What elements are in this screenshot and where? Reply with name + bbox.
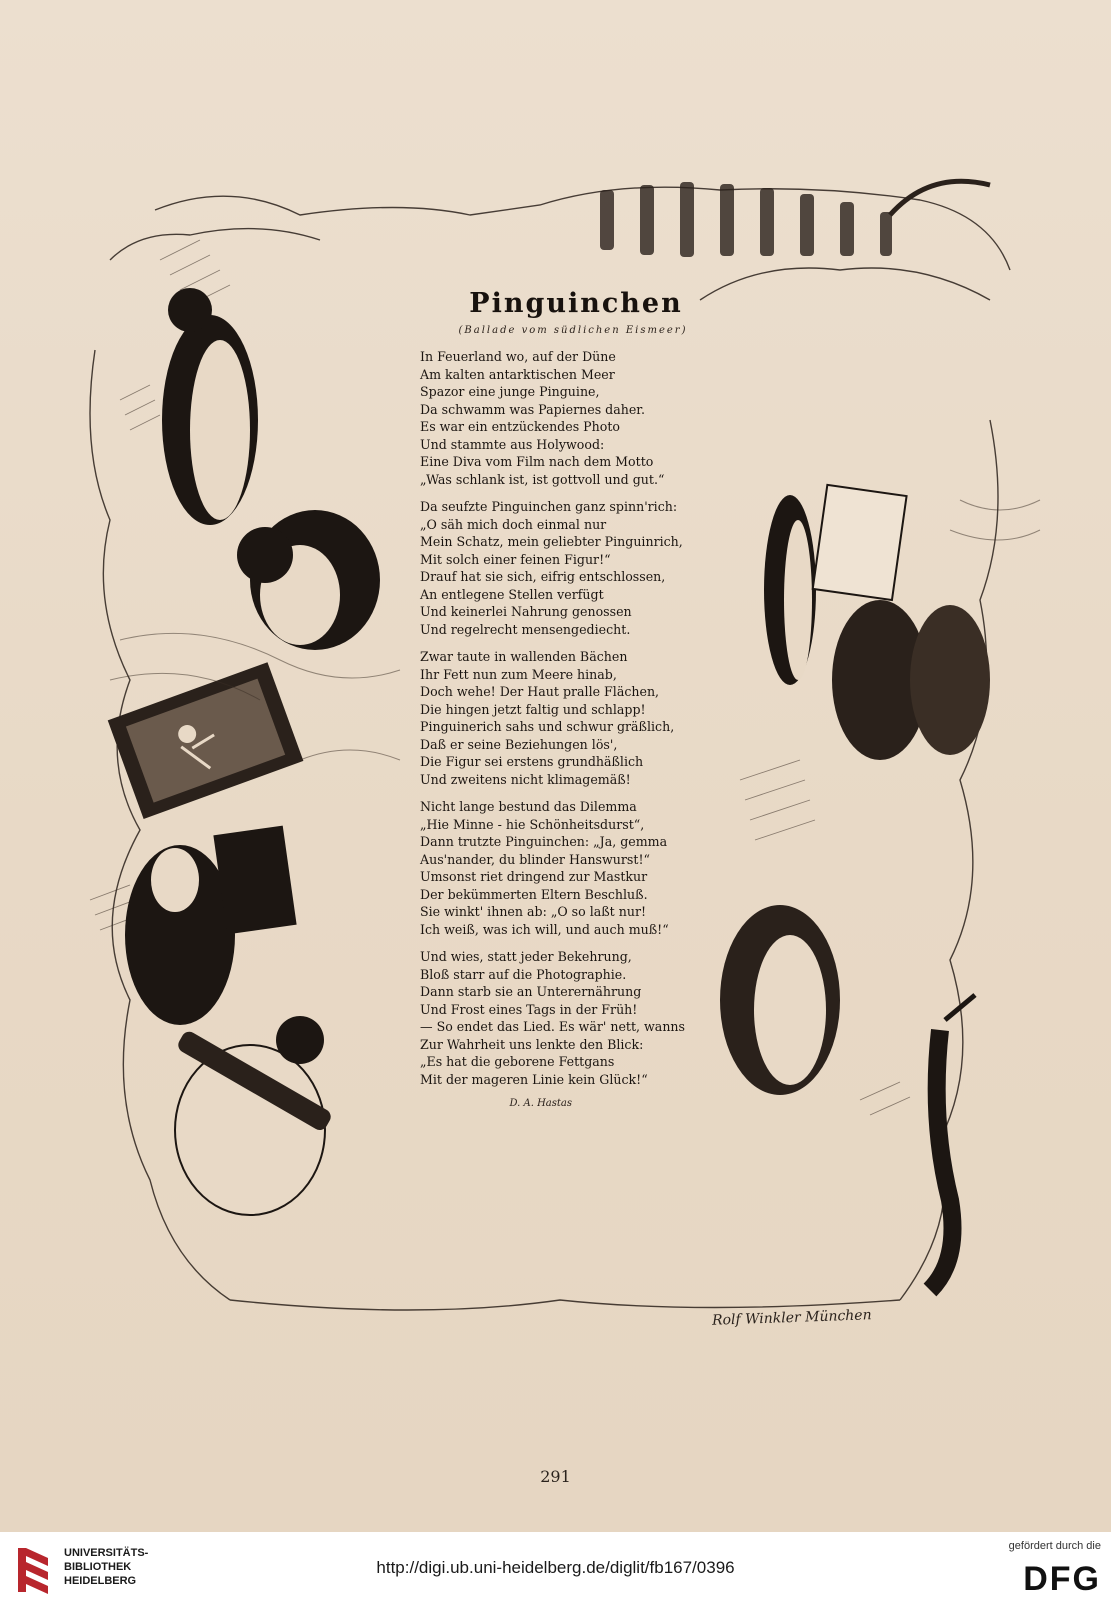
stanza-4 [420,798,702,938]
poem-line: Die hingen jetzt faltig und schlapp! [420,701,646,717]
poem-line: Da seufzte Pinguinchen ganz spinn'rich: [420,499,678,514]
stanza-3 [420,648,702,788]
poem-line: „Es hat die geborene Fettgans [420,1054,615,1069]
poem-line: — So endet das Lied. Es wär' nett, wanns [420,1019,685,1034]
footer-bar [0,1532,1111,1608]
poem-line: Und zweitens nicht klimagemäß! [420,771,631,787]
library-name-line: UNIVERSITÄTS- [64,1547,149,1559]
poem-line: Da schwamm was Papiernes daher. [420,401,645,417]
poem-line: Und stammte aus Holywood: [420,436,605,452]
poem-line: Mit der mageren Linie kein Glück!“ [420,1071,648,1087]
poem-title: Pinguinchen [469,288,683,319]
page-number: 291 [540,1467,571,1486]
poem-line: Zwar taute in wallenden Bächen [420,649,628,664]
poem-line: Mein Schatz, mein geliebter Pinguinrich, [420,534,683,549]
poem-line: Und Frost eines Tags in der Früh! [420,1001,638,1017]
stanza-1 [420,348,702,488]
poem-line: „Hie Minne - hie Schönheitsdurst“, [420,816,645,832]
poem-line: Ihr Fett nun zum Meere hinab, [420,666,617,682]
poem-line: An entlegene Stellen verfügt [420,586,604,602]
poem-line: Eine Diva vom Film nach dem Motto [420,454,654,469]
poem-line: Am kalten antarktischen Meer [420,366,615,382]
poem-line: Zur Wahrheit uns lenkte den Blick: [420,1036,644,1052]
poem-line: Bloß starr auf die Photographie. [420,966,627,982]
stanza-2 [420,498,702,638]
poem-line: Sie winkt' ihnen ab: „O so laßt nur! [420,904,647,919]
library-name-line: BIBLIOTHEK [64,1561,132,1573]
poem-line: Umsonst riet dringend zur Mastkur [420,869,648,884]
poem-line: „Was schlank ist, ist gottvoll und gut.“ [420,471,665,487]
poem-line: Mit solch einer feinen Figur!“ [420,551,611,567]
poem-line: „O säh mich doch einmal nur [420,516,607,532]
poem-line: Ich weiß, was ich will, und auch muß!“ [420,921,669,937]
poem-line: Dann starb sie an Unterernährung [420,984,642,999]
poem-line: Die Figur sei erstens grundhäßlich [420,754,644,769]
poem-line: Es war ein entzückendes Photo [420,419,620,434]
poem-line: Der bekümmerten Eltern Beschluß. [420,886,648,902]
poem-line: Drauf hat sie sich, eifrig entschlossen, [420,569,666,584]
library-name-line: HEIDELBERG [64,1575,137,1587]
poem-line: In Feuerland wo, auf der Düne [420,349,616,364]
permalink-url[interactable]: http://digi.ub.uni-heidelberg.de/diglit/fb167/0396 [376,1558,735,1577]
poem-subtitle: (Ballade vom südlichen Eismeer) [458,325,688,336]
poem-line: Aus'nander, du blinder Hanswurst!“ [420,851,650,867]
poem [420,288,702,1109]
poem-line: Spazor eine junge Pinguine, [420,384,600,399]
poem-line: Und keinerlei Nahrung genossen [420,604,632,619]
poem-line: Pinguinerich sahs und schwur gräßlich, [420,719,675,734]
poem-line: Und wies, statt jeder Bekehrung, [420,949,632,964]
poem-line: Und regelrecht mensengediecht. [420,621,631,637]
poem-line: Doch wehe! Der Haut pralle Flächen, [420,684,660,699]
stanza-5 [420,948,702,1088]
artist-signature: Rolf Winkler München [711,1307,872,1329]
funded-by-label: gefördert durch die [1008,1540,1101,1552]
dfg-logo: DFG [1023,1560,1101,1598]
poem-author: D. A. Hastas [509,1098,572,1109]
poem-line: Dann trutzte Pinguinchen: „Ja, gemma [420,834,668,849]
poem-line: Nicht lange bestund das Dilemma [420,799,637,814]
poem-line: Daß er seine Beziehungen lös', [420,736,618,752]
